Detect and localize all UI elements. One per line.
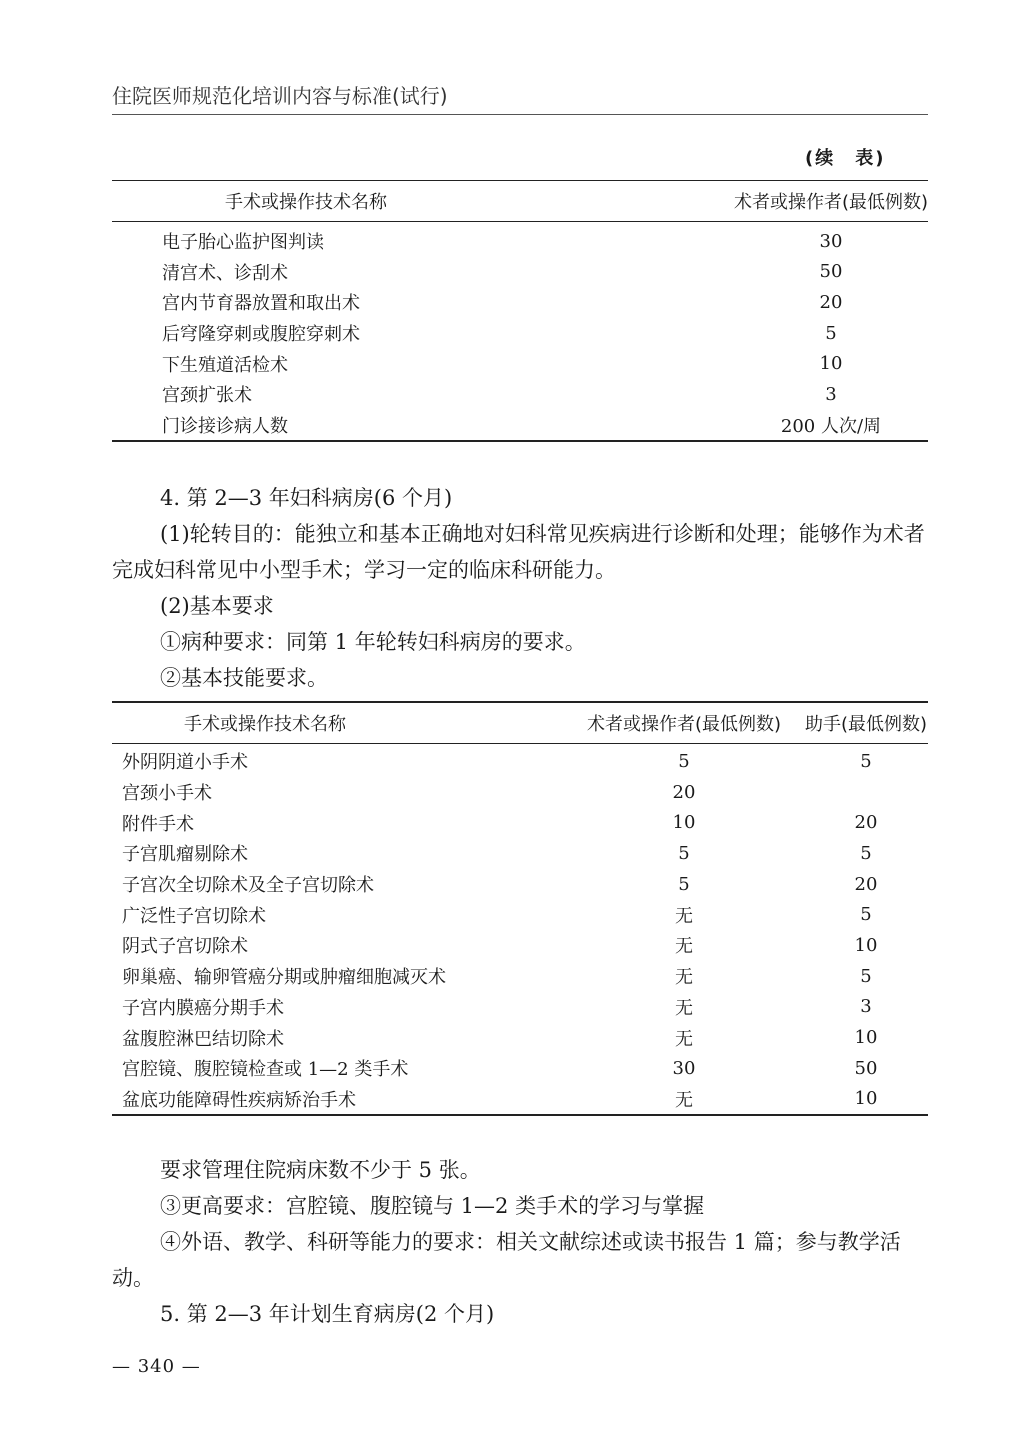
table-header-row xyxy=(112,181,928,222)
assistant-count xyxy=(804,777,928,808)
disease-requirements: ①病种要求：同第 1 年轮转妇科病房的要求。 xyxy=(160,630,586,654)
assistant-count: 10 xyxy=(854,934,878,956)
assistant-count: 5 xyxy=(860,842,872,864)
procedure-name: 宫腔镜、腹腔镜检查或 1—2 类手术 xyxy=(122,1059,409,1081)
assistant-count: 10 xyxy=(854,1027,878,1049)
column-header-assistant-count: 助手(最低例数) xyxy=(804,702,928,744)
operator-count: 5 xyxy=(678,750,690,772)
section-4-heading xyxy=(112,480,928,516)
procedure-name: 盆腹腔淋巴结切除术 xyxy=(122,1028,284,1050)
table-row xyxy=(112,899,928,930)
table-row xyxy=(112,744,928,777)
procedure-name: 子宫肌瘤剔除术 xyxy=(122,844,248,866)
table-row xyxy=(112,961,928,992)
section-heading-text: 4. 第 2—3 年妇科病房(6 个月) xyxy=(160,486,453,510)
procedure-name: 下生殖道活检术 xyxy=(162,354,288,376)
table-row xyxy=(112,287,928,318)
table-header-row xyxy=(112,702,928,744)
procedure-name: 后穹隆穿刺或腹腔穿刺术 xyxy=(162,324,360,346)
operator-count: 30 xyxy=(819,230,843,252)
assistant-count: 20 xyxy=(854,873,878,895)
operator-count: 20 xyxy=(672,781,696,803)
procedure-name: 盆底功能障碍性疾病矫治手术 xyxy=(122,1089,356,1111)
table-row xyxy=(112,777,928,808)
procedure-name: 子宫内膜癌分期手术 xyxy=(122,997,284,1019)
table-row xyxy=(112,1053,928,1084)
table-row xyxy=(112,1022,928,1053)
table-row xyxy=(112,930,928,961)
procedure-name: 宫颈扩张术 xyxy=(162,385,252,407)
operator-count: 无 xyxy=(675,997,693,1019)
gynecology-procedures-table xyxy=(112,701,928,1116)
operator-count: 5 xyxy=(825,322,837,344)
running-title: 住院医师规范化培训内容与标准(试行) xyxy=(112,84,448,108)
rotation-goal-paragraph: (1)轮转目的：能独立和基本正确地对妇科常见疾病进行诊断和处理；能够作为术者完成妇科常见中小型手术；学习一定的临床科研能力。 xyxy=(112,522,925,582)
operator-count: 无 xyxy=(675,905,693,927)
procedure-name: 阴式子宫切除术 xyxy=(122,936,248,958)
header-rule xyxy=(112,114,928,115)
procedure-name: 卵巢癌、输卵管癌分期或肿瘤细胞减灭术 xyxy=(122,967,446,989)
bed-requirement: 要求管理住院病床数不少于 5 张。 xyxy=(160,1158,481,1182)
operator-count: 无 xyxy=(675,967,693,989)
column-header-operator-count: 术者或操作者(最低例数) xyxy=(694,181,928,222)
table-row xyxy=(112,318,928,349)
table-row xyxy=(112,807,928,838)
table-row xyxy=(112,869,928,900)
procedure-name: 宫颈小手术 xyxy=(122,783,212,805)
page-number: — 340 — xyxy=(112,1356,201,1377)
assistant-count: 10 xyxy=(854,1088,878,1110)
procedure-name: 子宫次全切除术及全子宫切除术 xyxy=(122,875,374,897)
procedure-name: 广泛性子宫切除术 xyxy=(122,905,266,927)
procedure-name: 宫内节育器放置和取出术 xyxy=(162,293,360,315)
table-row xyxy=(112,410,928,442)
table-row xyxy=(112,348,928,379)
operator-count: 无 xyxy=(675,936,693,958)
column-header-procedure: 手术或操作技术名称 xyxy=(112,702,564,744)
operator-count: 3 xyxy=(825,383,837,405)
operator-count: 5 xyxy=(678,873,690,895)
assistant-count: 50 xyxy=(854,1057,878,1079)
operator-count: 20 xyxy=(819,291,843,313)
procedure-name: 清宫术、诊刮术 xyxy=(162,262,288,284)
assistant-count: 5 xyxy=(860,750,872,772)
table-row xyxy=(112,379,928,410)
column-header-operator-count: 术者或操作者(最低例数) xyxy=(564,702,804,744)
procedure-name: 电子胎心监护图判读 xyxy=(162,232,324,254)
operator-count: 30 xyxy=(672,1057,696,1079)
assistant-count: 20 xyxy=(854,812,878,834)
assistant-count: 5 xyxy=(860,904,872,926)
operator-count: 无 xyxy=(675,1028,693,1050)
table-row xyxy=(112,838,928,869)
basic-requirements-heading: (2)基本要求 xyxy=(160,594,274,618)
skill-requirements: ②基本技能要求。 xyxy=(160,666,328,690)
operator-count: 5 xyxy=(678,842,690,864)
operator-count: 10 xyxy=(819,353,843,375)
table-row xyxy=(112,1084,928,1116)
operator-count: 50 xyxy=(819,261,843,283)
operator-count: 200 人次/周 xyxy=(780,415,882,437)
procedure-name: 附件手术 xyxy=(122,813,194,835)
assistant-count: 5 xyxy=(860,965,872,987)
other-ability-requirements: ④外语、教学、科研等能力的要求：相关文献综述或读书报告 1 篇；参与教学活动。 xyxy=(112,1230,901,1290)
column-header-procedure: 手术或操作技术名称 xyxy=(112,181,694,222)
procedure-name: 门诊接诊病人数 xyxy=(162,415,288,437)
table-row xyxy=(112,257,928,288)
table-row xyxy=(112,222,928,257)
assistant-count: 3 xyxy=(860,996,872,1018)
operator-count: 10 xyxy=(672,812,696,834)
section-5-heading: 5. 第 2—3 年计划生育病房(2 个月) xyxy=(160,1302,495,1326)
operator-count: 无 xyxy=(675,1089,693,1111)
higher-requirements: ③更高要求：宫腔镜、腹腔镜与 1—2 类手术的学习与掌握 xyxy=(160,1194,705,1218)
procedure-name: 外阴阴道小手术 xyxy=(122,752,248,774)
procedures-table-continued xyxy=(112,180,928,442)
table-row xyxy=(112,992,928,1023)
continued-table-label: (续 表) xyxy=(805,148,886,169)
